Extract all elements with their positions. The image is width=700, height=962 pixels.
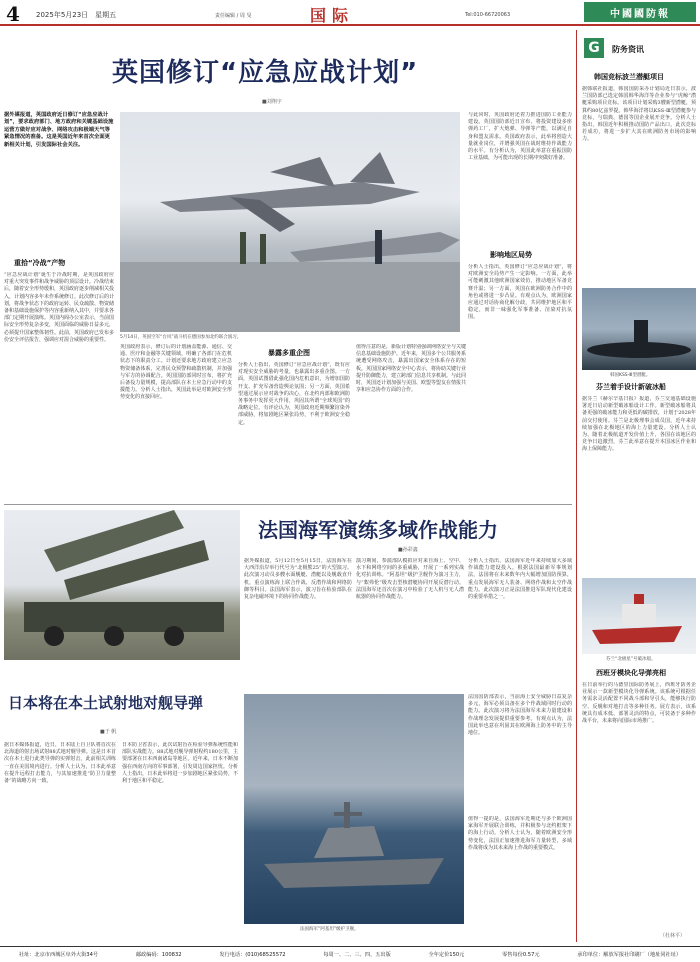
article2-photo <box>4 510 240 660</box>
article1-title: 英国修订“应急应战计划” <box>112 58 419 88</box>
sidebar-item2-caption: 芬兰“北极星”号破冰船。 <box>606 657 656 662</box>
article3-col3: 分析人士指出，法国海军近年来持续加大多域作战能力建设投入。根据法国最新军事规划法，法国将在未来数年内大幅增加国防预算，重点发展海军无人装备、网络作战和太空作战能力。此次演习正是法国推进军队现代化建设的重要举措之一。 <box>468 558 572 601</box>
submarine-illustration <box>582 288 696 370</box>
footer-printer: 承印单位：解放军报社印刷厂（地址同社址） <box>577 952 682 958</box>
sidebar-item1-body: 据韩联社报道，韩国国防采办计划局近日表示，波兰国防部已选定韩国韩华海洋等企业参与“虎鲸”潜艇采购项目竞标。该项目计划采购3艘新型潜艇，预算约80亿兹罗提。韩华海洋将以KSS-Ⅲ型潜艇参与竞标，与瑞典、德国等国企业展开竞争。分析人士指出，韩国近年积极推动国防产品出口，此次竞标若成功，将进一步扩大其在欧洲防务市场的影响力。 <box>582 86 696 143</box>
article3-col2: 演习期间，参演部队模拟应对来自海上、空中、水下和网络空间的多重威胁，开展了一系列实战化对抗训练。“阿基坦”级护卫舰作为演习主力，与“絮弗伦”级攻击型核潜艇协同开展反潜行动。法国海军还首次在演习中检验了无人机与无人潜航器的协同作战能力。 <box>356 558 464 601</box>
article1-col6: 分析人士指出，英国修订“应急应战计划”，将对欧洲安全局势产生一定影响。一方面，此举可能刺激其他欧洲国家效仿，推动地区军备竞赛升温；另一方面，英国在欧洲防务合作中的角色或将进一步凸显。有观点认为，欧洲国家应通过对话协商化解分歧，共同维护地区和平稳定，而非一味强化军事准备、渲染对抗氛围。 <box>468 264 572 321</box>
article1-col2: 英国政府表示，修订后的计划涵盖能源、通信、交通、医疗和金融等关键领域，明确了各部门在危机状态下的职责分工。计划还要求地方政府建立应急物资储备体系，完善民众预警和疏散机制，并加强与军方的协调配合。英国国防部同时宣布，将扩充后备役力量规模，提高部队在本土应急行动中的支援能力。分析人士指出，英国此举是对欧洲安全形势变化的直接回应。 <box>120 344 232 401</box>
article3-title: 法国海军演练多域作战能力 <box>258 518 498 542</box>
footer-address: 社址：北京市西城区阜外大街34号 <box>18 952 99 958</box>
article1-subhead-2: 暴露多重企图 <box>268 349 310 357</box>
footer-price-issue: 零售每份0.57元 <box>502 952 540 958</box>
article1-col3: 分析人士指出，英国修订“应急应战计划”，既有应对现实安全威胁的考量，也暴露出多重企图。一方面，英国试图借此强化国内危机意识，为增加国防开支、扩充军备营造舆论氛围；另一方面，英国希望通过展示应对战争的决心，在北约内部和欧洲防务事务中发挥更大作用，巩固其所谓“全球英国”的战略定位。有评论认为，英国政府近期频繁渲染外部威胁，将加剧地区紧张局势，不利于欧洲安全稳定。 <box>238 362 350 426</box>
sidebar-item3-body: 在日前举行的马德里国际防务展上，西班牙防务企业展示一款新型模块化导弹系统。该系统可根据任务需求灵活配置不同战斗部和导引头，能够执行防空、反舰和对地打击等多种任务。展方表示，该系统具有成本低、部署灵活的特点，可装备于多种作战平台，未来将向国际市场推广。 <box>582 682 696 725</box>
footer-schedule: 每周一、二、三、四、五出版 <box>323 952 391 958</box>
issue-date: 2025年5月23日 星期五 <box>36 11 117 19</box>
sidebar-item1-title: 韩国竞标波兰潜艇项目 <box>594 73 664 81</box>
article2-col1: 据日本媒体报道，近日，日本陆上自卫队将首次在北海道的射击场试射88式地对舰导弹。这是日本首次在本土进行此类导弹的实弹射击，此前相关训练一直在美国境内进行。分析人士认为，日本此举意在提升远程打击能力，与其加速推进“防卫力量整备”的战略方向一致。 <box>4 742 116 785</box>
editor-line: 责任编辑 / 周 旻 <box>215 13 252 19</box>
fighter-jet-illustration <box>120 112 460 332</box>
article2-col2: 日本防卫省表示，此次试射旨在检验导弹系统性能和部队实战能力。88式地对舰导弹射程约180公里，主要部署在日本西南诸岛等地区。近年来，日本不断加强在西南方向的军事部署，引发周边国家担忧。分析人士指出，日本此举将进一步加剧地区紧张局势，不利于地区和平稳定。 <box>122 742 238 785</box>
sidebar-item1-photo <box>582 288 696 370</box>
sidebar-item2-body: 据芬兰《赫尔辛基日报》报道，芬兰交通基础设施署近日启动新型破冰船设计工作。新型破冰船将具备更强的破冰能力和更低的碳排放，计划于2028年前交付使用。芬兰是北极理事会成员国，近年来持续加强在北极地区的海上力量建设。分析人士认为，随着北极航道开发价值上升，各国在该地区的竞争日趋激烈，芬兰此举意在提升本国冰区作业和海上保障能力。 <box>582 396 696 453</box>
sidebar-item3-title: 西班牙模块化导弹亮相 <box>596 669 666 677</box>
article1-photo-caption: 5月14日，英国空军“台风”战斗机在德国参加北约联合演习。 <box>120 335 242 340</box>
article1-subhead-3: 影响地区局势 <box>490 251 532 259</box>
sidebar-tag-label: 防务资讯 <box>612 45 644 54</box>
article3-col5: 值得一提的是，法国海军近期还与多个欧洲国家海军开展联合训练，并积极参与北约框架下的海上行动。分析人士认为，随着欧洲安全形势变化，法国正加速推进海军力量转型，多域作战将成为其未来海上作战的重要模式。 <box>468 816 572 851</box>
sidebar-tag-logo: G <box>584 38 604 58</box>
page-footer <box>0 946 700 962</box>
article2-title: 日本将在本土试射地对舰导弹 <box>8 694 204 712</box>
frigate-illustration <box>244 694 464 924</box>
sidebar-item1-caption: 韩国KSS-Ⅲ型潜艇。 <box>610 373 651 378</box>
footer-price-year: 全年定价150元 <box>428 952 465 958</box>
sidebar-divider <box>576 30 577 942</box>
article1-col4: 值得注意的是，新版计划特别强调网络安全与关键信息基础设施防护。近年来，英国多个公共服务系统遭受网络攻击，暴露出国家安全体系存在的短板。英国国家网络安全中心表示，将协助关键行业提升防御能力，建立跨部门信息共享机制。与此同时，英国还计划加强与美国、欧盟等盟友在情报共享和应急协作方面的合作。 <box>356 344 466 394</box>
page-number: 4 <box>6 2 20 26</box>
divider <box>4 504 572 505</box>
sidebar-item3-author: （杜林平） <box>660 933 686 939</box>
missile-launcher-illustration <box>4 510 240 660</box>
section-title: 国际 <box>310 6 355 25</box>
footer-postcode: 邮政编码：100832 <box>135 952 182 958</box>
article3-photo <box>244 694 464 924</box>
article1-col1: “应急应战计划”诞生于冷战时期，是英国政府应对重大突发事件和战争威胁的顶层设计。冷战结束后，随着安全形势缓和，英国政府逐步削减相关投入，计划内容多年未作系统修订。此次修订后的计划，将战争状态下的政府运转、民众疏散、物资储备和基础设施保护等内容重新纳入其中，并要求各部门定期开展演练。英国内阁办公室表示，当前国际安全形势复杂多变，英国面临的威胁日益多元，必须提升国家整体韧性。此前，英国政府已发布多份安全评估报告，强调应对混合威胁的重要性。 <box>4 272 114 343</box>
article1-photo <box>120 112 460 332</box>
article3-photo-caption: 法国海军“阿基坦”级护卫舰。 <box>300 927 359 932</box>
article3-col1: 据外媒报道，5月12日至5月15日，法国海军在大西洋沿岸举行代号为“北极熊25”的大型演习。此次演习动员多艘水面舰艇、潜艇以及舰载直升机，重点演练海上联合作战、反潜作战和网络防御等科目。法国海军表示，演习旨在检验部队在复杂电磁环境下的协同作战能力。 <box>244 558 352 601</box>
article1-intro: 据外媒报道，英国政府近日修订“应急应战计划”，要求政府部门、地方政府和关键基础设施运营方做好应对战争、网络攻击和极端天气等紧急情况的准备。这是英国近年来首次全面更新相关计划，引发国际社会关注。 <box>4 112 114 148</box>
article2-byline: ■于 帆 <box>100 729 117 735</box>
icebreaker-illustration <box>582 578 696 654</box>
article3-col4: 法国国防部表示，当前海上安全威胁日益复杂多元，海军必须具备在多个作战域同时行动的能力。此次演习将为法国海军未来力量建设和作战理念发展提供重要参考。有观点认为，法国此举也意在巩固其在欧洲海上防务中的主导地位。 <box>468 694 572 737</box>
article1-col5: 与此同时，英国政府还着力推进国防工业能力建设。英国国防部近日宣布，将投资建设多座弹药工厂，扩大炮弹、导弹等产能，以满足自身和盟友需求。英国政府表示，此举将创造大量就业岗位，并增强英国在战时维持作战能力的水平。有分析认为，英国此举意在重振国防工业基础，为可能出现的长期冲突做好准备。 <box>468 112 572 162</box>
newspaper-logo: 中國國防報 <box>584 2 696 22</box>
editor-tel: Tel:010-66720063 <box>465 12 511 18</box>
article1-byline: ■刘翔宇 <box>262 99 282 105</box>
sidebar-item2-photo <box>582 578 696 654</box>
footer-distribution: 发行电话：(010)68525572 <box>219 952 286 958</box>
article1-subhead-1: 重拾“冷战”产物 <box>14 259 66 267</box>
article3-byline: ■孙彩鑫 <box>398 547 418 553</box>
sidebar-item2-title: 芬兰着手设计新破冰船 <box>596 383 666 391</box>
